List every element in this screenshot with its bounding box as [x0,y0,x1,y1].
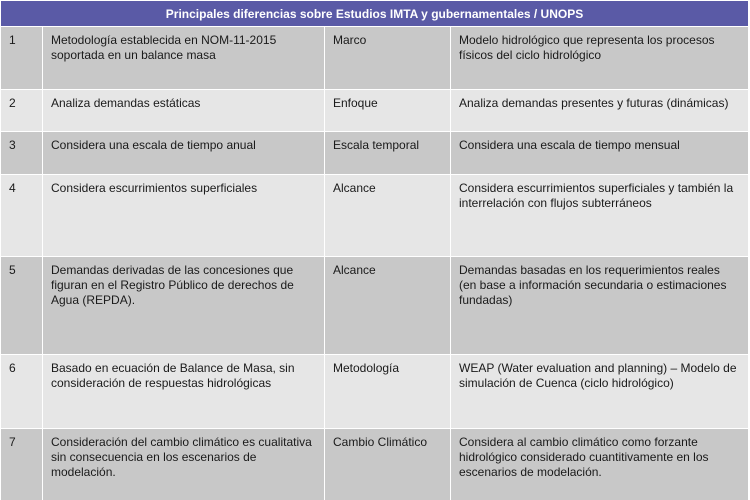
aspect-cell: Cambio Climático [325,429,451,500]
aspect-cell: Alcance [325,257,451,355]
unops-cell: Analiza demandas presentes y futuras (dinámicas) [451,90,749,132]
row-number: 6 [1,355,43,429]
unops-cell: Considera escurrimientos superficiales y también la interrelación con flujos subterráneos [451,175,749,257]
unops-cell: Considera una escala de tiempo mensual [451,132,749,175]
row-number: 7 [1,429,43,500]
imta-cell: Demandas derivadas de las concesiones que figuran en el Registro Público de derechos de Agua (REPDA). [43,257,325,355]
imta-cell: Metodología establecida en NOM-11-2015 soportada en un balance masa [43,27,325,90]
table-row [1,175,749,257]
aspect-cell: Marco [325,27,451,90]
row-number: 5 [1,257,43,355]
table-row [1,355,749,429]
table-row [1,132,749,175]
aspect-cell: Enfoque [325,90,451,132]
table-title: Principales diferencias sobre Estudios IMTA y gubernamentales / UNOPS [1,1,749,27]
table-row [1,90,749,132]
aspect-cell: Alcance [325,175,451,257]
imta-cell: Analiza demandas estáticas [43,90,325,132]
unops-cell: Considera al cambio climático como forzante hidrológico considerado cuantitivamente en los escenarios de modelación. [451,429,749,500]
imta-cell: Basado en ecuación de Balance de Masa, sin consideración de respuestas hidrológicas [43,355,325,429]
table-row [1,429,749,500]
imta-cell: Considera una escala de tiempo anual [43,132,325,175]
row-number: 4 [1,175,43,257]
unops-cell: WEAP (Water evaluation and planning) – Modelo de simulación de Cuenca (ciclo hidrológico) [451,355,749,429]
imta-cell: Considera escurrimientos superficiales [43,175,325,257]
table-row [1,27,749,90]
imta-cell: Consideración del cambio climático es cualitativa sin consecuencia en los escenarios de modelación. [43,429,325,500]
row-number: 2 [1,90,43,132]
aspect-cell: Escala temporal [325,132,451,175]
aspect-cell: Metodología [325,355,451,429]
table-row [1,257,749,355]
row-number: 3 [1,132,43,175]
unops-cell: Modelo hidrológico que representa los procesos físicos del ciclo hidrológico [451,27,749,90]
unops-cell: Demandas basadas en los requerimientos reales (en base a información secundaria o estimaciones fundadas) [451,257,749,355]
row-number: 1 [1,27,43,90]
